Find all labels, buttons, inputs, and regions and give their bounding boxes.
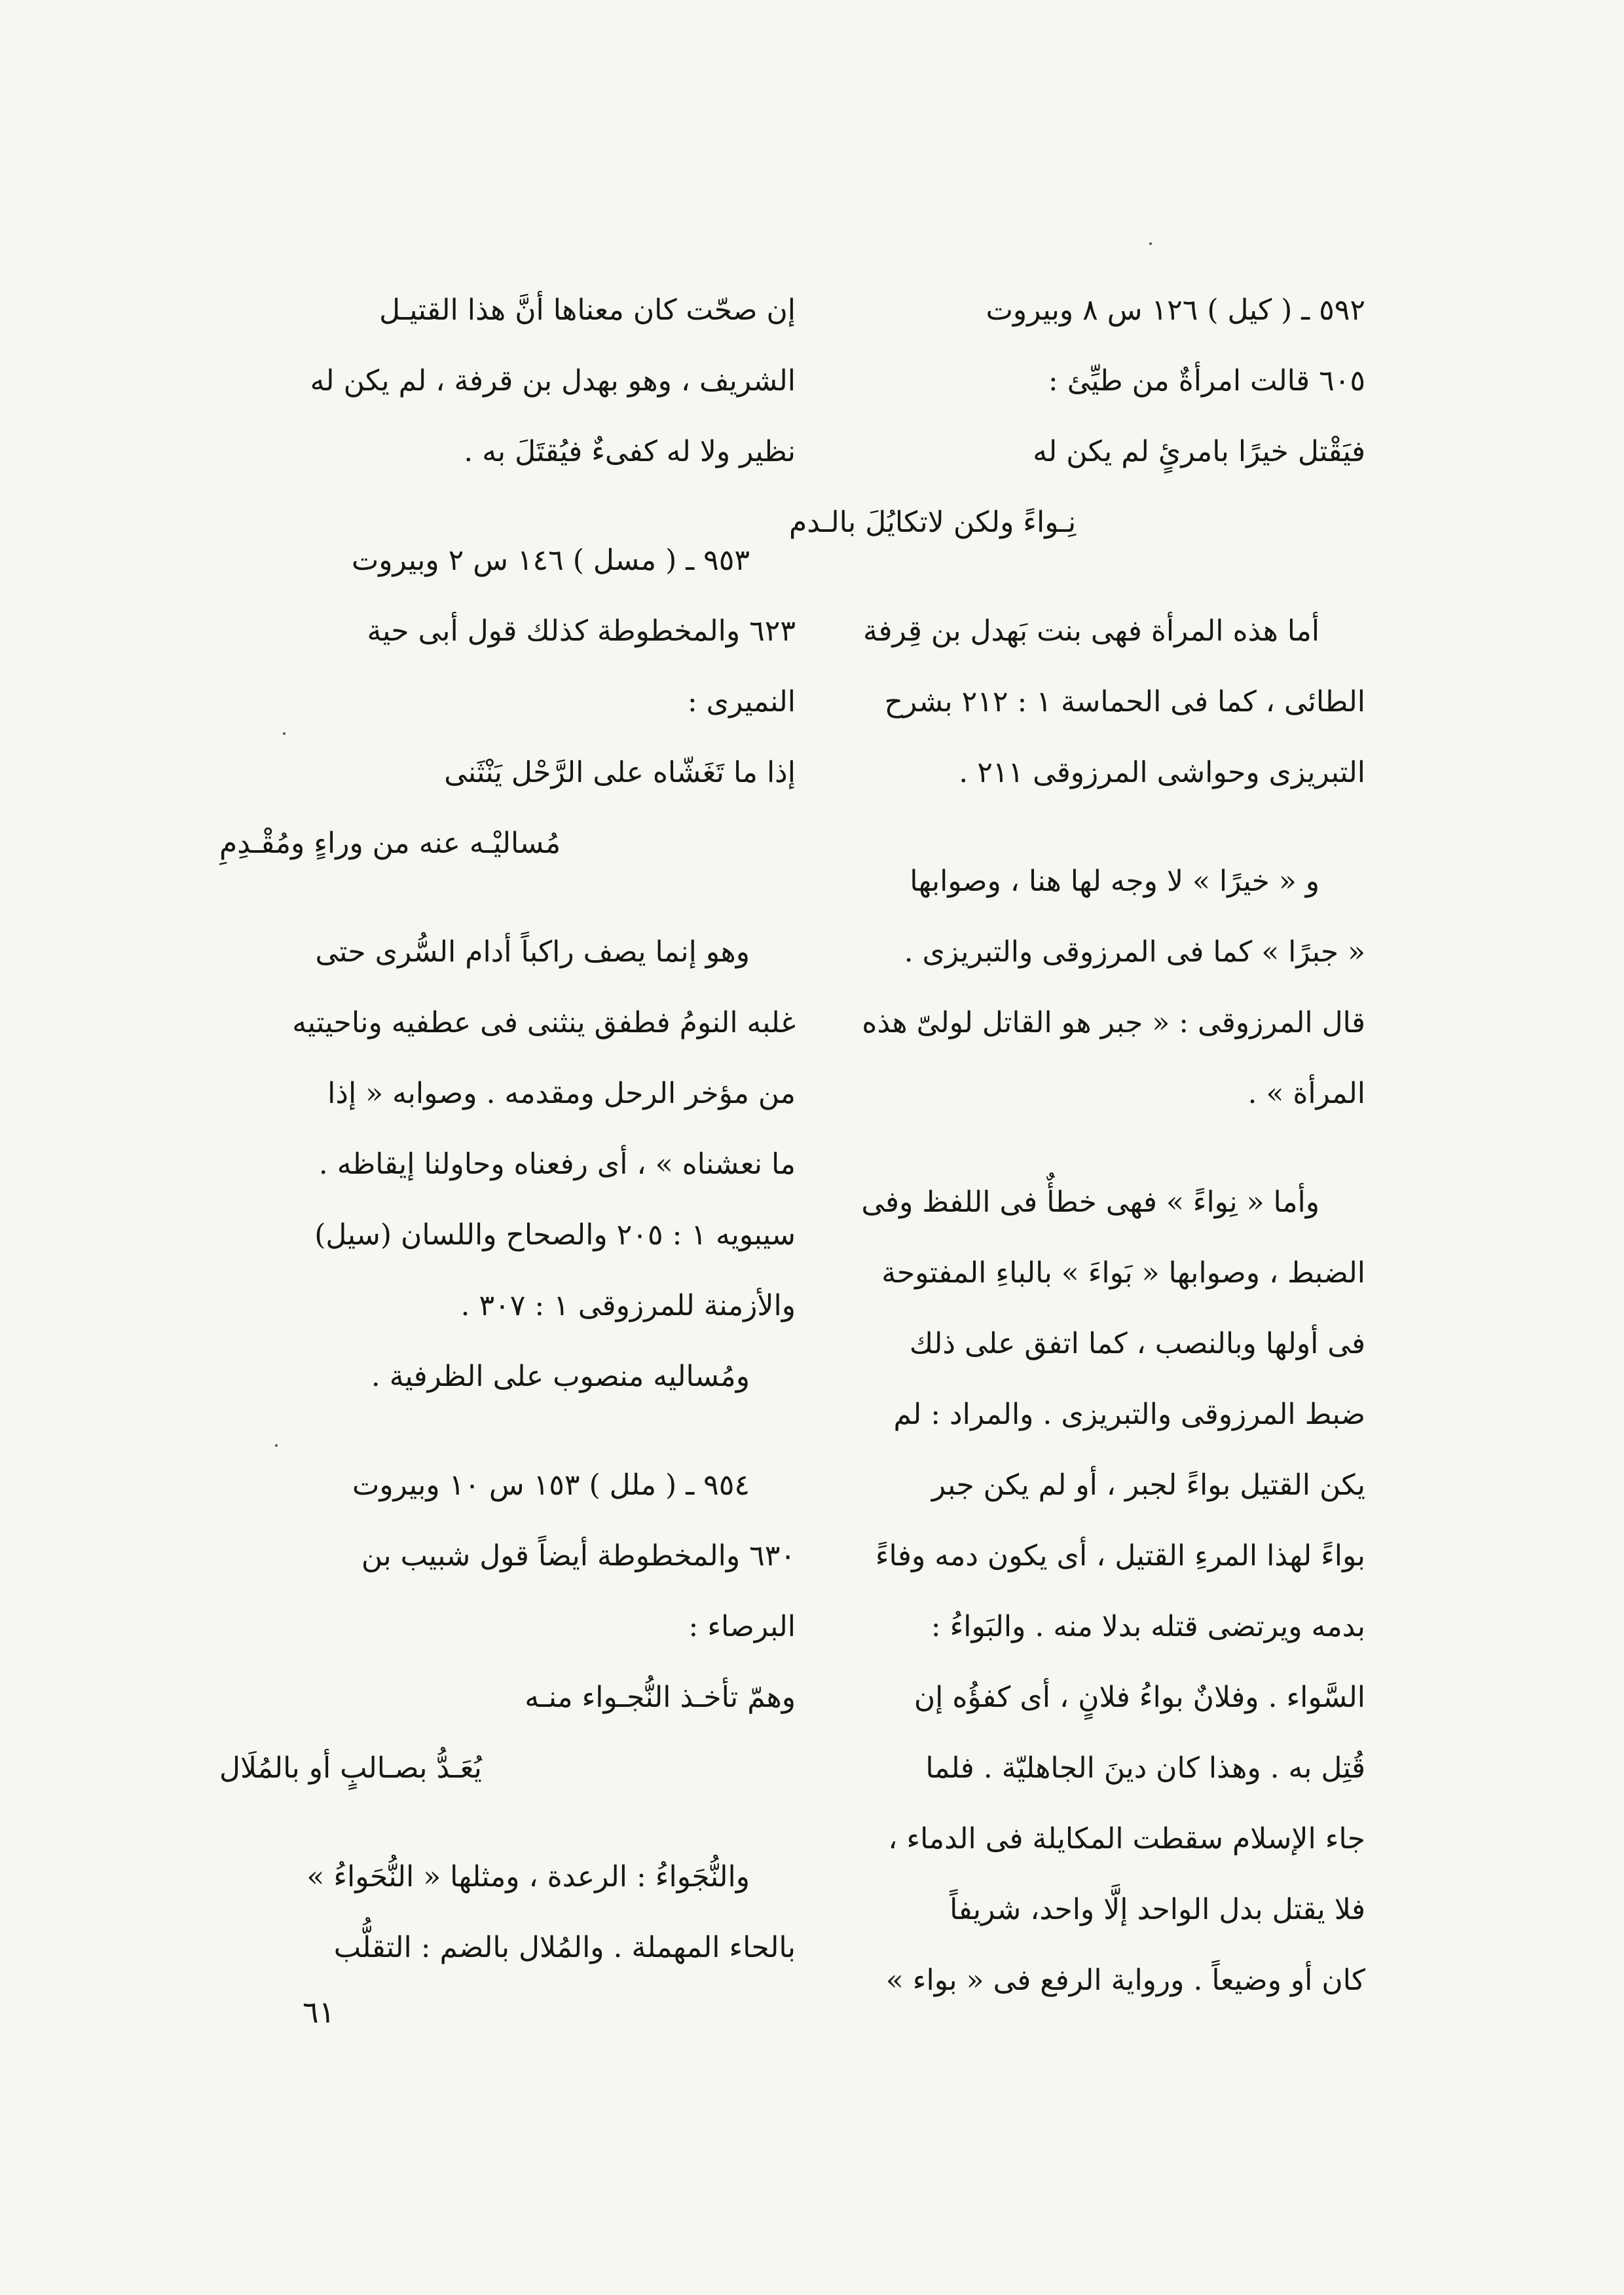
verse-line: إذا ما تَغَشّاه على الرَّحْل يَنْثَنى xyxy=(444,756,796,789)
text-line: ما نعشناه » ، أى رفعناه وحاولنا إيقاظه . xyxy=(318,1148,796,1181)
scan-speck xyxy=(1149,242,1152,245)
text-line: التبريزى وحواشى المرزوقى ٢١١ . xyxy=(959,756,1365,789)
right-column-paragraph xyxy=(789,1167,1365,2016)
text-line: ضبط المرزوقى والتبريزى . والمراد : لم xyxy=(893,1398,1365,1431)
verse-line: يُعَـدُّ بصـالبٍ أو بالمُلَال xyxy=(219,1751,482,1785)
text-line: إن صحّت كان معناها أنَّ هذا القتيـل xyxy=(379,293,796,327)
text-line: النميرى : xyxy=(687,685,796,718)
right-column-paragraph xyxy=(789,846,1365,1129)
text-line: والأزمنة للمرزوقى ١ : ٣٠٧ . xyxy=(460,1289,796,1322)
text-line: نظير ولا له كفىءٌ فيُقتَلَ به . xyxy=(464,435,796,468)
scan-speck xyxy=(283,732,286,735)
text-line: السَّواء . وفلانٌ بواءُ فلانٍ ، أى كفؤُه إن xyxy=(913,1681,1365,1714)
left-column-paragraph xyxy=(219,1842,796,1983)
text-line: بواءً لهذا المرءِ القتيل ، أى يكون دمه وفاءً xyxy=(875,1539,1365,1573)
text-line: كان أو وضيعاً . ورواية الرفع فى « بواء » xyxy=(885,1964,1365,1997)
verse-line: وهمّ تأخـذ النُّجـواء منـه xyxy=(525,1681,796,1714)
text-line: ٩٥٣ ـ ( مسل ) ١٤٦ س ٢ وبيروت xyxy=(351,544,750,577)
text-line: البرصاء : xyxy=(688,1610,796,1643)
text-line: « جبرًا » كما فى المرزوقى والتبريزى . xyxy=(904,935,1365,969)
verse-line: فيَقْتل خيرًا بامرئٍ لم يكن له xyxy=(1033,435,1365,468)
text-line: قُتِل به . وهذا كان دينَ الجاهليّة . فلما xyxy=(925,1751,1365,1785)
left-column-paragraph xyxy=(219,1450,796,1804)
right-column xyxy=(789,275,1365,2054)
text-line: ٦٢٣ والمخطوطة كذلك قول أبى حية xyxy=(367,614,796,648)
text-line: الضبط ، وصوابها « بَواءَ » بالباءِ المفتوحة xyxy=(881,1256,1365,1290)
text-line: بدمه ويرتضى قتله بدلا منه . والبَواءُ : xyxy=(931,1610,1365,1643)
text-line: وأما « نِواءً » فهى خطأٌ فى اللفظ وفى xyxy=(861,1185,1320,1219)
text-line: غلبه النومُ فطفق ينثنى فى عطفيه وناحيتيه xyxy=(292,1006,796,1039)
text-line: ٩٥٤ ـ ( ملل ) ١٥٣ س ١٠ وبيروت xyxy=(352,1468,750,1502)
text-line: وهو إنما يصف راكباً أدام السُّرى حتى xyxy=(315,935,750,969)
text-line: سيبويه ١ : ٢٠٥ والصحاح واللسان (سيل) xyxy=(314,1218,796,1252)
text-line: ٥٩٢ ـ ( كيل ) ١٢٦ س ٨ وبيروت xyxy=(986,293,1365,327)
page-number: ٦١ xyxy=(303,1994,335,2030)
text-line: بالحاء المهملة . والمُلال بالضم : التقلُّب xyxy=(333,1931,796,1964)
verse-line: مُساليْـه عنه من وراءٍ ومُقْـدِمِ xyxy=(219,827,561,860)
text-line: فى أولها وبالنصب ، كما اتفق على ذلك xyxy=(909,1327,1365,1360)
scan-speck xyxy=(275,1444,278,1447)
text-line: فلا يقتل بدل الواحد إلَّا واحد، شريفاً xyxy=(950,1893,1365,1926)
text-line: ٦٠٥ قالت امرأةٌ من طيِّئ : xyxy=(1048,364,1365,398)
text-line: من مؤخر الرحل ومقدمه . وصوابه « إذا xyxy=(327,1077,796,1110)
text-line: جاء الإسلام سقطت المكايلة فى الدماء ، xyxy=(888,1822,1365,1856)
text-line: الطائى ، كما فى الحماسة ١ : ٢١٢ بشرح xyxy=(884,685,1365,718)
text-line: ومُساليه منصوب على الظرفية . xyxy=(371,1360,750,1393)
right-column-paragraph xyxy=(789,275,1365,558)
text-line: أما هذه المرأة فهى بنت بَهدل بن قِرفة xyxy=(862,614,1320,648)
text-line: ٦٣٠ والمخطوطة أيضاً قول شبيب بن xyxy=(361,1539,796,1573)
text-line: والنُّجَواءُ : الرعدة ، ومثلها « النُّحَواءُ » xyxy=(306,1860,750,1894)
text-line: المرأة » . xyxy=(1247,1077,1365,1110)
left-column xyxy=(219,275,796,2021)
text-line: يكن القتيل بواءً لجبر ، أو لم يكن جبر xyxy=(931,1468,1365,1502)
text-line: و « خيرًا » لا وجه لها هنا ، وصوابها xyxy=(910,865,1320,898)
verse-line: نِـواءً ولكن لاتكايُلَ بالـدم xyxy=(789,506,1077,539)
text-line: قال المرزوقى : « جبر هو القاتل لولىّ هذه xyxy=(862,1006,1365,1039)
left-column-paragraph xyxy=(219,525,796,879)
left-column-paragraph xyxy=(219,275,796,487)
right-column-paragraph xyxy=(789,596,1365,808)
text-line: الشريف ، وهو بهدل بن قرفة ، لم يكن له xyxy=(310,364,796,398)
left-column-paragraph xyxy=(219,917,796,1412)
